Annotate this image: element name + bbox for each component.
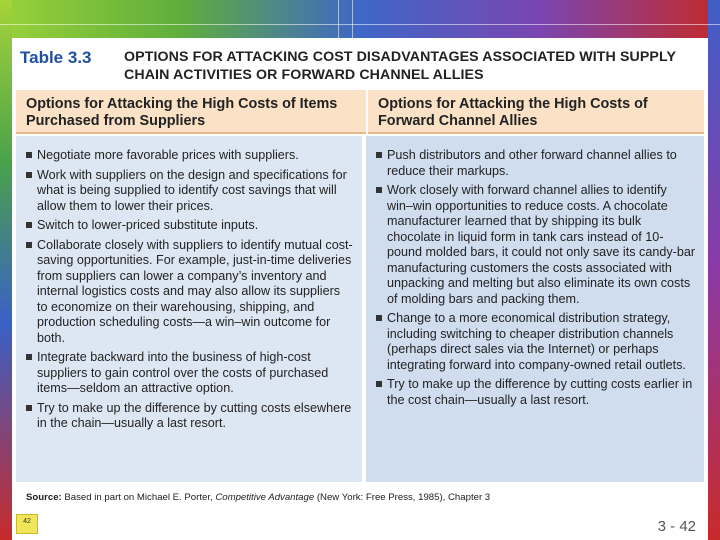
grid-line [0,24,720,25]
square-bullet-icon [376,187,382,193]
square-bullet-icon [26,152,32,158]
list-item: Change to a more economical distribution strategy, including switching to cheaper distribution channels (perhaps direct sales via the Internet) or perhaps integrating forward into company-owned retail outlets. [376,311,696,373]
list-item: Work with suppliers on the design and specifications for what is being supplied to identify cost savings that will allow them to lower their prices. [26,168,354,215]
list-item: Collaborate closely with suppliers to identify mutual cost-saving opportunities. For example, just-in-time deliveries from suppliers can lower a company’s inventory and internal logistics costs and may also allow its suppliers to economize on their warehousing, shipping, and production scheduling costs—a win–win outcome for both. [26,238,354,347]
source-note: Source: Based in part on Michael E. Porter, Competitive Advantage (New York: Free Press, 1985), Chapter 3 [26,492,491,503]
list-item: Switch to lower-priced substitute inputs. [26,218,354,234]
square-bullet-icon [26,222,32,228]
right-column-header: Options for Attacking the High Costs of Forward Channel Allies [368,90,704,134]
table-title: OPTIONS FOR ATTACKING COST DISADVANTAGES ASSOCIATED WITH SUPPLY CHAIN ACTIVITIES OR FORWARD CHANNEL ALLIES [124,49,676,83]
list-item: Work closely with forward channel allies to identify win–win opportunities to reduce costs. A chocolate manufacturer learned that by shipping its bulk chocolate in liquid form in tank cars instead of 10-pound molded bars, it could not only save its candy-bar manufacturing customers the costs associated with unpacking and melting but also eliminate its own costs of molding bars and packing them. [376,183,696,307]
list-item: Integrate backward into the business of high-cost suppliers to gain control over the costs of purchased items—seldom an attractive option. [26,350,354,397]
square-bullet-icon [26,172,32,178]
footer [12,516,708,540]
square-bullet-icon [376,315,382,321]
table-title-row [20,46,700,86]
right-column [366,136,704,482]
top-decoration [0,0,720,40]
list-item: Try to make up the difference by cutting costs earlier in the cost chain—usually a last resort. [376,377,696,408]
page-badge: 42 [16,514,38,534]
list-item: Try to make up the difference by cutting costs elsewhere in the chain—usually a last resort. [26,401,354,432]
square-bullet-icon [26,242,32,248]
square-bullet-icon [376,152,382,158]
left-column [16,136,362,482]
list-item: Push distributors and other forward channel allies to reduce their markups. [376,148,696,179]
grid-line [338,0,339,38]
slide [12,38,708,516]
list-item: Negotiate more favorable prices with suppliers. [26,148,354,164]
slide-number: 3 - 42 [657,518,696,535]
square-bullet-icon [376,381,382,387]
left-decoration [0,0,12,540]
square-bullet-icon [26,405,32,411]
options-table [16,90,704,482]
left-column-header: Options for Attacking the High Costs of Items Purchased from Suppliers [16,90,366,134]
square-bullet-icon [26,354,32,360]
table-number: Table 3.3 [20,48,92,67]
grid-line [352,0,353,38]
right-decoration [708,0,720,540]
